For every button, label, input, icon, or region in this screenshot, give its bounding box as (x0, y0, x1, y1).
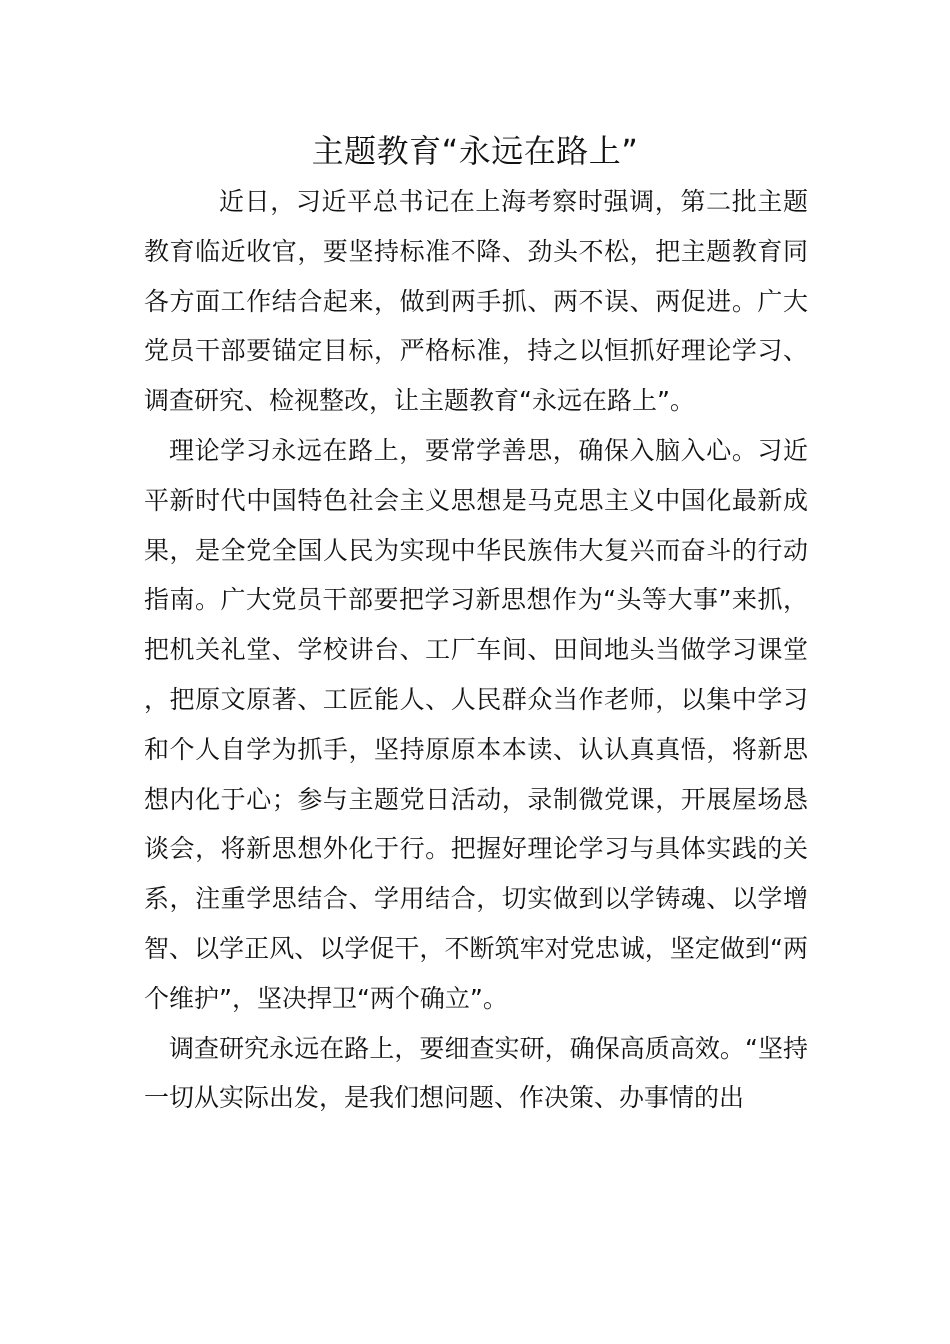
document-body (144, 177, 808, 1123)
paragraph-investigation: 调查研究永远在路上，要细查实研，确保高质高效。“坚持一切从实际出发，是我们想问题、作决策、办事情的出 (144, 1033, 808, 1113)
document-title: 主题教育“永远在路上” (311, 132, 639, 170)
paragraph-intro: 近日，习近平总书记在上海考察时强调，第二批主题教育临近收官，要坚持标准不降、劲头不松，把主题教育同各方面工作结合起来，做到两手抓、两不误、两促进。广大党员干部要锚定目标，严格标准，持之以恒抓好理论学习、调查研究、检视整改，让主题教育“永远在路上”。 (144, 187, 808, 416)
paragraph-theory-study: 理论学习永远在路上，要常学善思，确保入脑入心。习近平新时代中国特色社会主义思想是马克思主义中国化最新成果，是全党全国人民为实现中华民族伟大复兴而奋斗的行动指南。广大党员干部要把学习新思想作为“头等大事”来抓，把机关礼堂、学校讲台、工厂车间、田间地头当做学习课堂，把原文原著、工匠能人、人民群众当作老师，以集中学习和个人自学为抓手，坚持原原本本读、认认真真悟，将新思想内化于心；参与主题党日活动，录制微党课，开展屋场恳谈会，将新思想外化于行。把握好理论学习与具体实践的关系，注重学思结合、学用结合，切实做到以学铸魂、以学增智、以学正风、以学促干，不断筑牢对党忠诚，坚定做到“两个维护”，坚决捍卫“两个确立”。 (144, 435, 808, 1013)
